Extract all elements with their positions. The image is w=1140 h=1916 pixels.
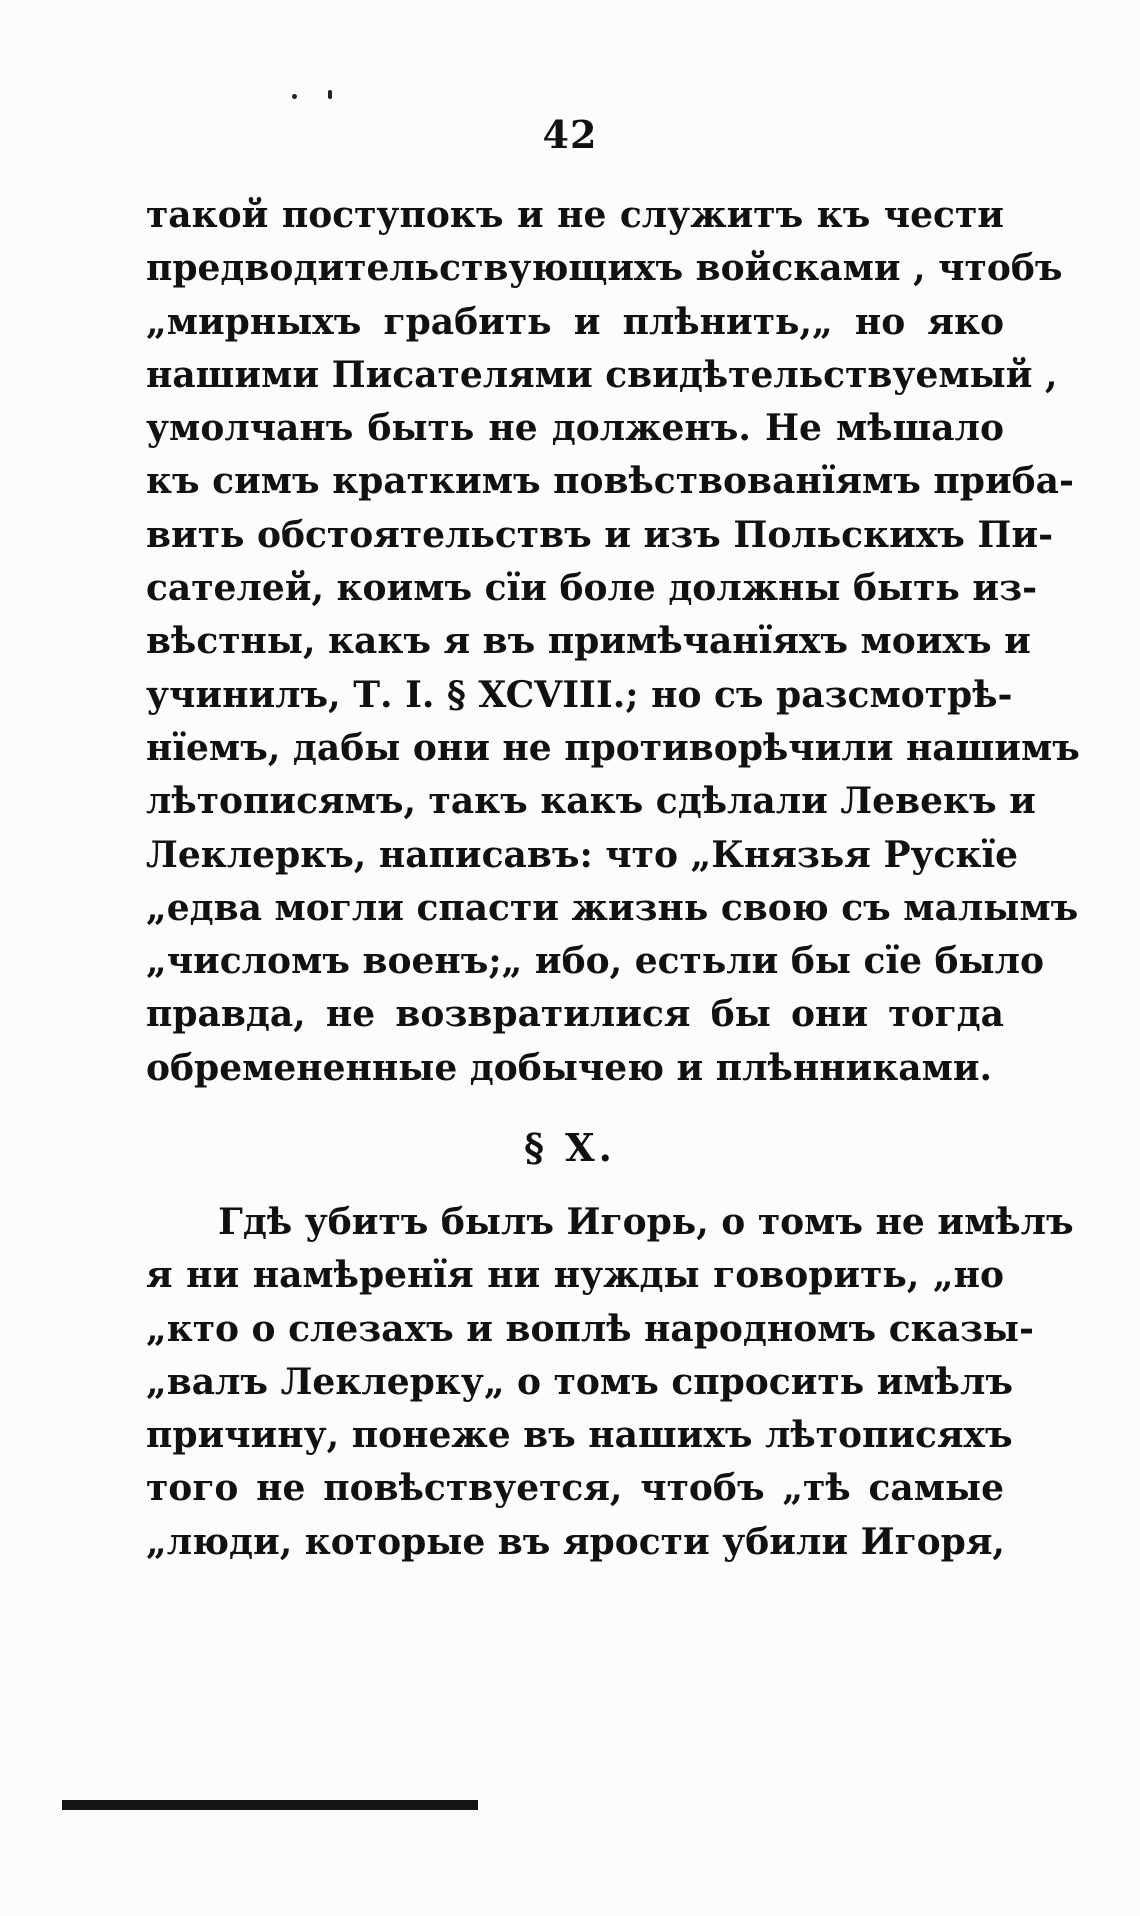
bottom-rule bbox=[62, 1800, 478, 1810]
text-line: „люди, которые въ ярости убили Игоря, bbox=[146, 1520, 1005, 1563]
section-heading: § X. bbox=[524, 1125, 616, 1170]
text-line: я ни намѣренïя ни нужды говорить, „но bbox=[146, 1254, 1004, 1297]
text-line: вить обстоятельствъ и изъ Польскихъ Пи- bbox=[146, 513, 1054, 556]
text-line: Леклеркъ, написавъ: что „Князья Рускïе bbox=[146, 833, 1019, 876]
text-line: „валъ Леклерку„ о томъ спросить имѣлъ bbox=[146, 1360, 1013, 1403]
text-line: причину, понеже въ нашихъ лѣтописяхъ bbox=[146, 1414, 1013, 1457]
text-line: правда, не возвратилися бы они тогда bbox=[146, 993, 1004, 1036]
text-line: вѣстны, какъ я въ примѣчанïяхъ моихъ и bbox=[146, 620, 1031, 663]
text-line: умолчанъ быть не долженъ. Не мѣшало bbox=[146, 407, 1004, 450]
text-line: нашими Писателями свидѣтельствуемый , bbox=[146, 353, 1058, 396]
text-line: „числомъ военъ;„ ибо, естьли бы сïе было bbox=[146, 940, 1045, 983]
paragraph-2 bbox=[146, 1196, 1074, 1569]
text-line: такой поступокъ и не служитъ къ чести bbox=[146, 194, 1004, 236]
text-line: сателей, коимъ сïи боле должны быть из- bbox=[146, 567, 1038, 610]
ink-speck bbox=[292, 94, 297, 99]
text-line: „кто о слезахъ и воплѣ народномъ сказы- bbox=[146, 1307, 1034, 1350]
text-line: нïемъ, дабы они не противорѣчили нашимъ bbox=[146, 726, 1080, 769]
text-line: обремененные добычею и плѣнниками. bbox=[146, 1046, 993, 1089]
text-line: учинилъ, Т. I. § XCVIII.; но съ разсмотрѣ- bbox=[146, 673, 1013, 716]
text-line: предводительствующихъ войсками , чтобъ bbox=[146, 247, 1063, 290]
text-line: „мирныхъ грабить и плѣнить,„ но яко bbox=[146, 300, 1004, 343]
paragraph-1 bbox=[146, 189, 1080, 1095]
text-line: лѣтописямъ, такъ какъ сдѣлали Левекъ и bbox=[146, 780, 1036, 823]
page-number: 42 bbox=[542, 112, 598, 157]
text-line: Гдѣ убитъ былъ Игорь, о томъ не имѣлъ bbox=[218, 1201, 1074, 1243]
text-line: „едва могли спасти жизнь свою съ малымъ bbox=[146, 886, 1079, 929]
text-line: того не повѣствуется, чтобъ „тѣ самые bbox=[146, 1467, 1004, 1510]
ink-speck bbox=[328, 90, 332, 99]
text-line: къ симъ краткимъ повѣствованïямъ приба- bbox=[146, 460, 1074, 503]
